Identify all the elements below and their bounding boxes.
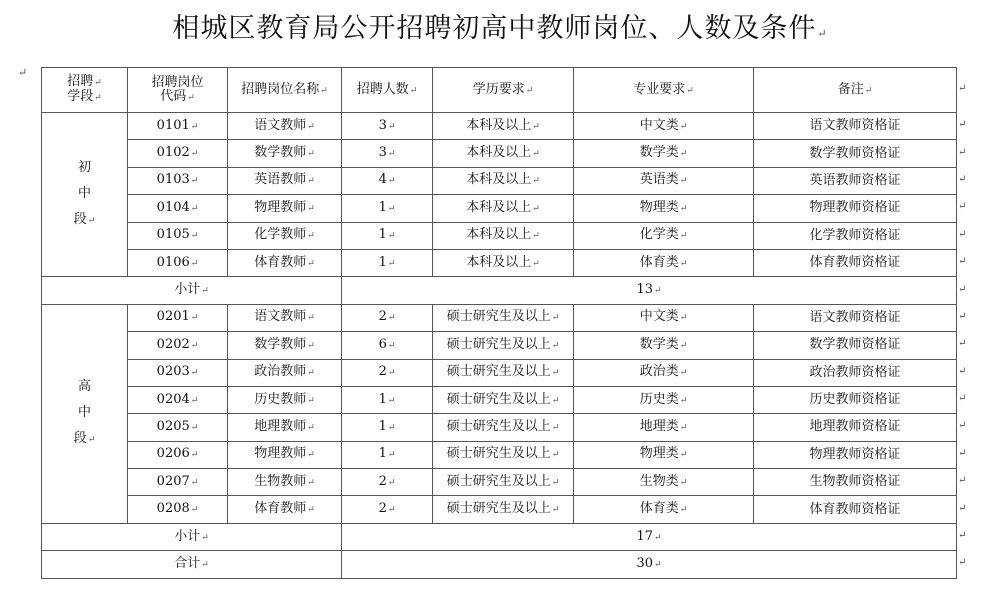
row-end-mark: ↵ <box>958 284 967 295</box>
position-name: 数学教师↵ <box>228 140 342 167</box>
major-requirement: 生物类↵ <box>574 469 754 496</box>
hire-count: 2↵ <box>342 359 433 386</box>
table-row <box>42 359 957 386</box>
education-requirement: 硕士研究生及以上↵ <box>433 304 574 331</box>
header-segment: 招聘↵ 学段↵ <box>42 68 128 113</box>
table-header-row <box>42 68 957 113</box>
hire-count: 4↵ <box>342 167 433 194</box>
hire-count: 3↵ <box>342 140 433 167</box>
row-end-mark: ↵ <box>958 420 967 431</box>
recruitment-table <box>41 67 957 579</box>
position-code: 0103↵ <box>128 167 228 194</box>
subtotal-row <box>42 277 957 304</box>
position-name: 化学教师↵ <box>228 222 342 249</box>
position-name: 政治教师↵ <box>228 359 342 386</box>
row-end-mark: ↵ <box>958 119 967 130</box>
subtotal-row <box>42 523 957 550</box>
header-note: 备注↵ <box>754 68 957 113</box>
note: 化学教师资格证 <box>754 222 957 249</box>
position-code: 0208↵ <box>128 496 228 523</box>
total-row <box>42 551 957 578</box>
row-end-mark: ↵ <box>958 366 967 377</box>
position-name: 数学教师↵ <box>228 332 342 359</box>
position-name: 语文教师↵ <box>228 113 342 140</box>
major-requirement: 体育类↵ <box>574 496 754 523</box>
major-requirement: 物理类↵ <box>574 195 754 222</box>
table-row <box>42 249 957 276</box>
table-row <box>42 167 957 194</box>
table-row <box>42 140 957 167</box>
table-row <box>42 113 957 140</box>
total-value: 30↵ <box>342 551 957 578</box>
major-requirement: 英语类↵ <box>574 167 754 194</box>
paragraph-mark: ↵ <box>18 66 28 79</box>
education-requirement: 本科及以上↵ <box>433 113 574 140</box>
note: 英语教师资格证 <box>754 167 957 194</box>
major-requirement: 物理类↵ <box>574 441 754 468</box>
position-code: 0105↵ <box>128 222 228 249</box>
education-requirement: 本科及以上↵ <box>433 140 574 167</box>
hire-count: 2↵ <box>342 496 433 523</box>
header-name: 招聘岗位名称↵ <box>228 68 342 113</box>
hire-count: 6↵ <box>342 332 433 359</box>
table-row <box>42 441 957 468</box>
education-requirement: 硕士研究生及以上↵ <box>433 441 574 468</box>
education-requirement: 硕士研究生及以上↵ <box>433 386 574 413</box>
hire-count: 1↵ <box>342 386 433 413</box>
note: 生物教师资格证 <box>754 469 957 496</box>
note: 语文教师资格证 <box>754 304 957 331</box>
position-name: 历史教师↵ <box>228 386 342 413</box>
note: 地理教师资格证 <box>754 414 957 441</box>
hire-count: 1↵ <box>342 249 433 276</box>
row-end-mark: ↵ <box>958 393 967 404</box>
position-code: 0205↵ <box>128 414 228 441</box>
row-end-mark: ↵ <box>958 201 967 212</box>
education-requirement: 硕士研究生及以上↵ <box>433 469 574 496</box>
row-end-mark: ↵ <box>958 229 967 240</box>
table-row <box>42 496 957 523</box>
position-code: 0204↵ <box>128 386 228 413</box>
major-requirement: 化学类↵ <box>574 222 754 249</box>
major-requirement: 历史类↵ <box>574 386 754 413</box>
row-end-mark: ↵ <box>958 448 967 459</box>
position-name: 英语教师↵ <box>228 167 342 194</box>
note: 历史教师资格证 <box>754 386 957 413</box>
subtotal-value: 17↵ <box>342 523 957 550</box>
table-body <box>42 113 957 579</box>
segment-cell: 初 中 段↵ <box>42 113 128 277</box>
position-name: 物理教师↵ <box>228 195 342 222</box>
education-requirement: 硕士研究生及以上↵ <box>433 496 574 523</box>
note: 语文教师资格证 <box>754 113 957 140</box>
position-code: 0206↵ <box>128 441 228 468</box>
position-name: 语文教师↵ <box>228 304 342 331</box>
table-row <box>42 414 957 441</box>
position-name: 物理教师↵ <box>228 441 342 468</box>
position-code: 0207↵ <box>128 469 228 496</box>
position-code: 0203↵ <box>128 359 228 386</box>
hire-count: 1↵ <box>342 222 433 249</box>
table-row <box>42 304 957 331</box>
header-code: 招聘岗位 代码↵ <box>128 68 228 113</box>
position-code: 0201↵ <box>128 304 228 331</box>
subtotal-label: 小计↵ <box>42 523 342 550</box>
row-end-mark: ↵ <box>958 503 967 514</box>
position-name: 体育教师↵ <box>228 249 342 276</box>
major-requirement: 地理类↵ <box>574 414 754 441</box>
row-end-mark: ↵ <box>958 174 967 185</box>
education-requirement: 硕士研究生及以上↵ <box>433 359 574 386</box>
header-education: 学历要求↵ <box>433 68 574 113</box>
row-end-mark: ↵ <box>958 311 967 322</box>
hire-count: 2↵ <box>342 469 433 496</box>
table-row <box>42 386 957 413</box>
education-requirement: 本科及以上↵ <box>433 222 574 249</box>
education-requirement: 本科及以上↵ <box>433 249 574 276</box>
position-code: 0101↵ <box>128 113 228 140</box>
note: 数学教师资格证 <box>754 140 957 167</box>
position-code: 0102↵ <box>128 140 228 167</box>
total-label: 合计↵ <box>42 551 342 578</box>
row-end-mark: ↵ <box>958 83 967 94</box>
table-row <box>42 222 957 249</box>
education-requirement: 本科及以上↵ <box>433 195 574 222</box>
position-code: 0202↵ <box>128 332 228 359</box>
major-requirement: 体育类↵ <box>574 249 754 276</box>
subtotal-value: 13↵ <box>342 277 957 304</box>
note: 物理教师资格证 <box>754 441 957 468</box>
hire-count: 3↵ <box>342 113 433 140</box>
position-code: 0106↵ <box>128 249 228 276</box>
table-row <box>42 332 957 359</box>
position-name: 地理教师↵ <box>228 414 342 441</box>
row-end-mark: ↵ <box>958 147 967 158</box>
table-row <box>42 195 957 222</box>
major-requirement: 政治类↵ <box>574 359 754 386</box>
note: 体育教师资格证 <box>754 496 957 523</box>
education-requirement: 本科及以上↵ <box>433 167 574 194</box>
major-requirement: 数学类↵ <box>574 140 754 167</box>
major-requirement: 中文类↵ <box>574 304 754 331</box>
row-end-mark: ↵ <box>958 475 967 486</box>
subtotal-label: 小计↵ <box>42 277 342 304</box>
note: 体育教师资格证 <box>754 249 957 276</box>
education-requirement: 硕士研究生及以上↵ <box>433 414 574 441</box>
row-end-mark: ↵ <box>958 338 967 349</box>
major-requirement: 数学类↵ <box>574 332 754 359</box>
row-end-mark: ↵ <box>958 530 967 541</box>
note: 物理教师资格证 <box>754 195 957 222</box>
hire-count: 1↵ <box>342 414 433 441</box>
hire-count: 2↵ <box>342 304 433 331</box>
position-name: 体育教师↵ <box>228 496 342 523</box>
header-major: 专业要求↵ <box>574 68 754 113</box>
segment-cell: 高 中 段↵ <box>42 304 128 523</box>
note: 政治教师资格证 <box>754 359 957 386</box>
hire-count: 1↵ <box>342 441 433 468</box>
row-end-mark: ↵ <box>958 256 967 267</box>
position-name: 生物教师↵ <box>228 469 342 496</box>
header-count: 招聘人数↵ <box>342 68 433 113</box>
row-end-mark: ↵ <box>958 557 967 568</box>
major-requirement: 中文类↵ <box>574 113 754 140</box>
table-row <box>42 469 957 496</box>
education-requirement: 硕士研究生及以上↵ <box>433 332 574 359</box>
position-code: 0104↵ <box>128 195 228 222</box>
note: 数学教师资格证 <box>754 332 957 359</box>
page-title: 相城区教育局公开招聘初高中教师岗位、人数及条件↵ <box>172 13 828 44</box>
hire-count: 1↵ <box>342 195 433 222</box>
